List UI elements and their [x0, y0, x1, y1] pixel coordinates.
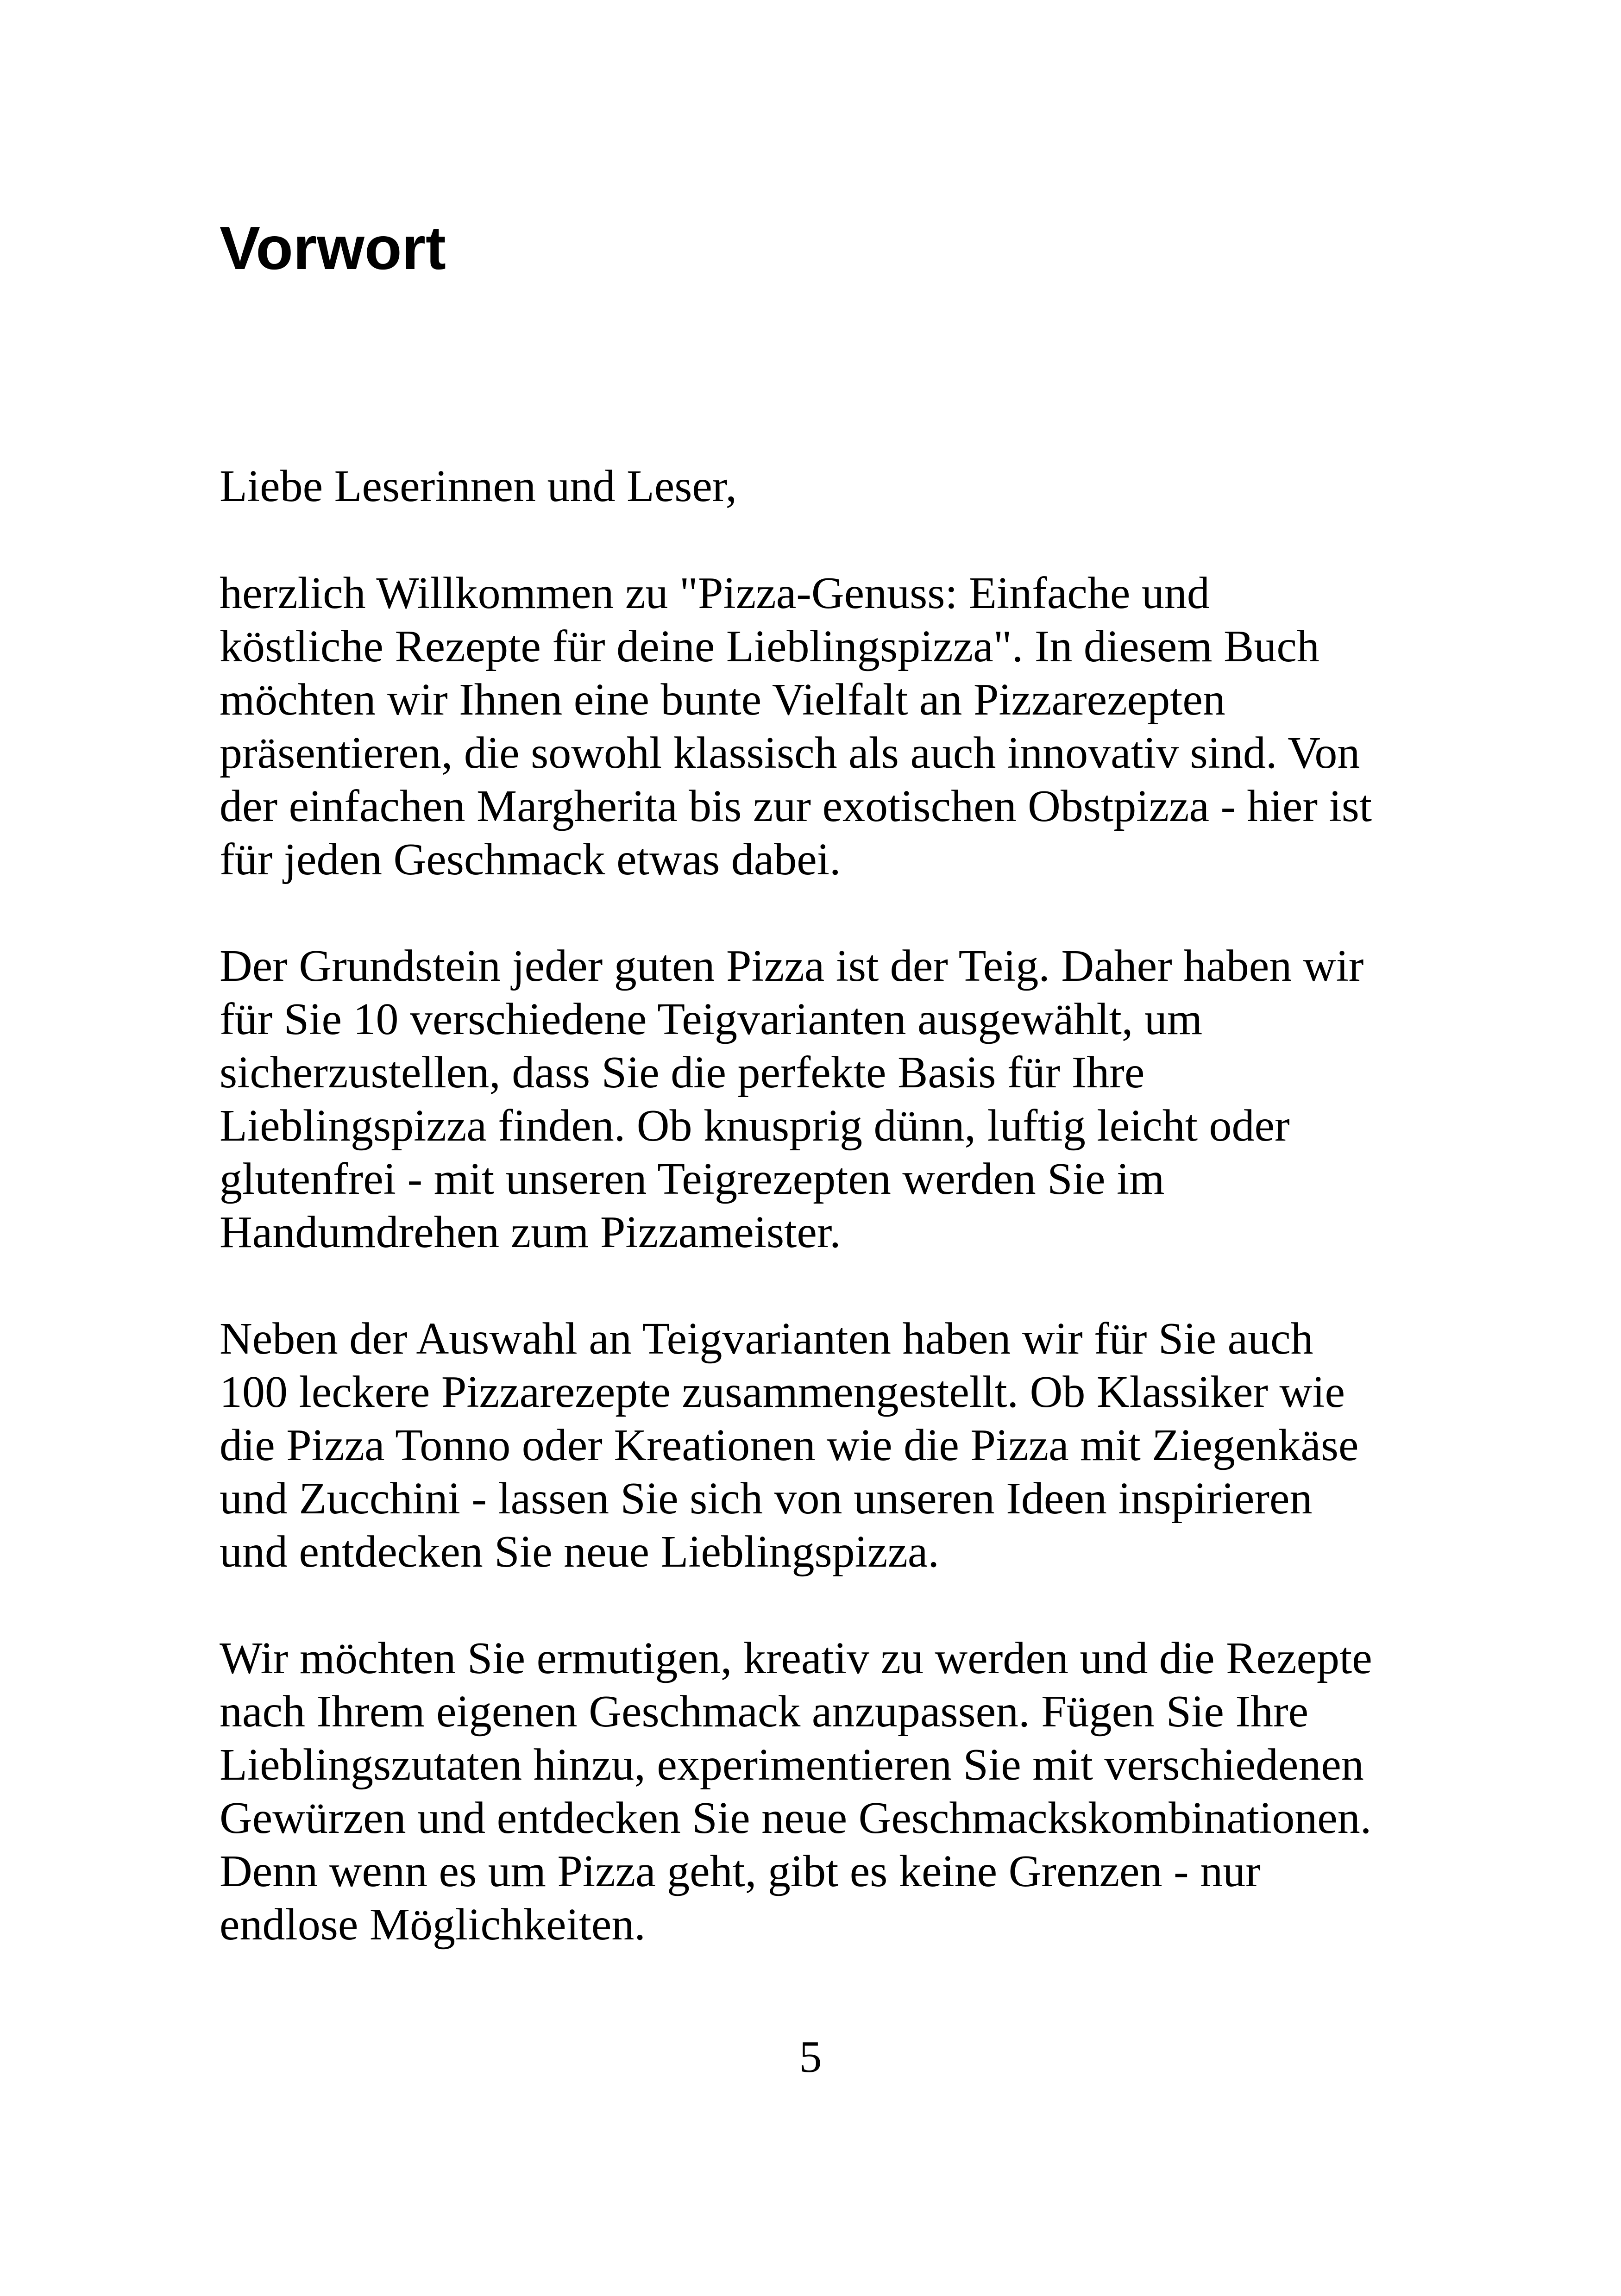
paragraph-line: Lieblingspizza finden. Ob knusprig dünn, luftig leicht oder [220, 1101, 1290, 1151]
salutation [220, 460, 737, 513]
paragraph-recipes [220, 1312, 1359, 1579]
paragraph-line: Der Grundstein jeder guten Pizza ist der Teig. Daher haben wir [220, 941, 1364, 991]
paragraph-line: präsentieren, die sowohl klassisch als auch innovativ sind. Von [220, 728, 1360, 778]
page-title: Vorwort [220, 214, 446, 282]
paragraph-line: köstliche Rezepte für deine Lieblingspizza". In diesem Buch [220, 621, 1319, 671]
paragraph-line: der einfachen Margherita bis zur exotischen Obstpizza - hier ist [220, 781, 1372, 831]
paragraph-line: für Sie 10 verschiedene Teigvarianten ausgewählt, um [220, 994, 1203, 1044]
paragraph-line: für jeden Geschmack etwas dabei. [220, 834, 841, 885]
paragraph-welcome [220, 567, 1372, 886]
paragraph-line: Wir möchten Sie ermutigen, kreativ zu werden und die Rezepte [220, 1633, 1372, 1683]
paragraph-dough [220, 940, 1363, 1259]
paragraph-line: sicherzustellen, dass Sie die perfekte Basis für Ihre [220, 1048, 1145, 1098]
paragraph-line: und entdecken Sie neue Lieblingspizza. [220, 1527, 939, 1577]
paragraph-line: die Pizza Tonno oder Kreationen wie die Pizza mit Ziegenkäse [220, 1420, 1359, 1470]
paragraph-line: Gewürzen und entdecken Sie neue Geschmackskombinationen. [220, 1793, 1372, 1843]
paragraph-line: herzlich Willkommen zu "Pizza-Genuss: Einfache und [220, 568, 1210, 618]
salutation-line: Liebe Leserinnen und Leser, [220, 461, 737, 511]
paragraph-line: 100 leckere Pizzarezepte zusammengestellt. Ob Klassiker wie [220, 1367, 1345, 1417]
paragraph-line: glutenfrei - mit unseren Teigrezepten werden Sie im [220, 1154, 1165, 1204]
paragraph-line: Neben der Auswahl an Teigvarianten haben wir für Sie auch [220, 1314, 1313, 1364]
paragraph-line: Denn wenn es um Pizza geht, gibt es keine Grenzen - nur [220, 1846, 1261, 1896]
paragraph-line: Lieblingszutaten hinzu, experimentieren Sie mit verschiedenen [220, 1740, 1364, 1790]
page-number: 5 [799, 2032, 822, 2082]
paragraph-creativity [220, 1632, 1372, 1951]
paragraph-line: möchten wir Ihnen eine bunte Vielfalt an Pizzarezepten [220, 675, 1225, 725]
paragraph-line: Handumdrehen zum Pizzameister. [220, 1207, 841, 1257]
paragraph-line: nach Ihrem eigenen Geschmack anzupassen. Fügen Sie Ihre [220, 1687, 1309, 1737]
paragraph-line: endlose Möglichkeiten. [220, 1900, 646, 1950]
paragraph-line: und Zucchini - lassen Sie sich von unseren Ideen inspirieren [220, 1474, 1313, 1524]
